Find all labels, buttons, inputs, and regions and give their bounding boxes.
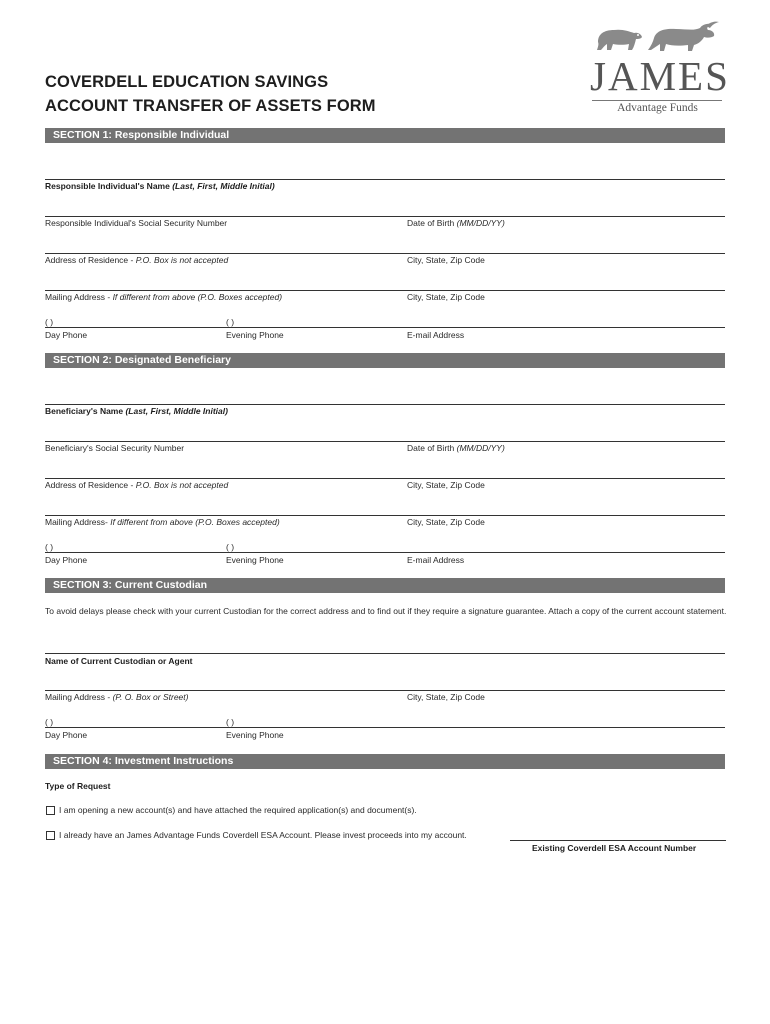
- s4-new-account-checkbox[interactable]: [46, 806, 55, 815]
- s4-type-label: Type of Request: [45, 781, 111, 791]
- s3-mailing-label: Mailing Address - (P. O. Box or Street): [45, 692, 189, 702]
- s2-city-label: City, State, Zip Code: [407, 480, 485, 490]
- s1-mailing-hint: If different from above (P.O. Boxes accepted): [112, 292, 283, 302]
- s1-mailing-city-label: City, State, Zip Code: [407, 292, 485, 302]
- s2-dob-label: Date of Birth (MM/DD/YY): [407, 443, 505, 453]
- s2-name-line[interactable]: [45, 404, 725, 405]
- s2-address-line[interactable]: [45, 478, 725, 479]
- s2-mailing-hint: If different from above (P.O. Boxes accepted): [110, 517, 280, 527]
- s1-day-phone-paren: ( ): [45, 317, 54, 327]
- s1-email-label: E-mail Address: [407, 330, 465, 340]
- s4-account-number-label: Existing Coverdell ESA Account Number: [532, 843, 697, 853]
- s1-name-label: Responsible Individual's Name (Last, First, Middle Initial): [45, 181, 275, 191]
- s2-mailing-label: Mailing Address- If different from above (P.O. Boxes accepted): [45, 517, 280, 527]
- form-title: [45, 70, 465, 118]
- s1-ssn-line[interactable]: [45, 216, 725, 217]
- s3-phone-line[interactable]: [45, 727, 725, 728]
- s1-address-line[interactable]: [45, 253, 725, 254]
- s2-ssn-label: Beneficiary's Social Security Number: [45, 443, 185, 453]
- s1-dob-label: Date of Birth (MM/DD/YY): [407, 218, 505, 228]
- s1-evening-phone-label: Evening Phone: [226, 330, 284, 340]
- s2-day-phone-paren: ( ): [45, 542, 54, 552]
- logo-brand: JAMES: [590, 53, 730, 99]
- s3-evening-phone-label: Evening Phone: [226, 730, 284, 740]
- s1-dob-hint: (MM/DD/YY): [456, 218, 505, 228]
- bear-bull-icon: [594, 20, 720, 52]
- s3-evening-phone-paren: ( ): [226, 717, 235, 727]
- s1-mailing-line[interactable]: [45, 290, 725, 291]
- s1-name-line[interactable]: [45, 179, 725, 180]
- s2-mailing-city-label: City, State, Zip Code: [407, 517, 485, 527]
- s1-name-hint: (Last, First, Middle Initial): [172, 181, 275, 191]
- s2-evening-phone-paren: ( ): [226, 542, 235, 552]
- s2-name-hint: (Last, First, Middle Initial): [125, 406, 228, 416]
- s4-existing-account-checkbox[interactable]: [46, 831, 55, 840]
- s1-city-label: City, State, Zip Code: [407, 255, 485, 265]
- s1-day-phone-label: Day Phone: [45, 330, 88, 340]
- james-logo: [590, 20, 730, 120]
- s4-new-account-label: I am opening a new account(s) and have attached the required application(s) and document(s).: [59, 805, 417, 815]
- section4-header: SECTION 4: Investment Instructions: [45, 754, 725, 769]
- logo-divider: [592, 100, 722, 101]
- s4-existing-account-label: I already have an James Advantage Funds Coverdell ESA Account. Please invest proceeds into my account.: [59, 830, 467, 840]
- s2-day-phone-label: Day Phone: [45, 555, 88, 565]
- s3-mailing-hint: (P. O. Box or Street): [112, 692, 189, 702]
- form-title-line2: ACCOUNT TRANSFER OF ASSETS FORM: [45, 97, 376, 115]
- section2-header: SECTION 2: Designated Beneficiary: [45, 353, 725, 368]
- s2-name-label: Beneficiary's Name (Last, First, Middle Initial): [45, 406, 228, 416]
- s1-mailing-label: Mailing Address - If different from above (P.O. Boxes accepted): [45, 292, 283, 302]
- s2-ssn-line[interactable]: [45, 441, 725, 442]
- form-title-line1: COVERDELL EDUCATION SAVINGS: [45, 73, 329, 91]
- s1-address-hint: P.O. Box is not accepted: [135, 255, 229, 265]
- s3-instructions: To avoid delays please check with your current Custodian for the correct address and to find out if they require a signature guarantee. Attach a copy of the current account statement.: [45, 606, 727, 616]
- s3-day-phone-paren: ( ): [45, 717, 54, 727]
- section3-header: SECTION 3: Current Custodian: [45, 578, 725, 593]
- s2-address-label: Address of Residence - P.O. Box is not accepted: [45, 480, 229, 490]
- s3-day-phone-label: Day Phone: [45, 730, 88, 740]
- s1-address-label: Address of Residence - P.O. Box is not accepted: [45, 255, 229, 265]
- s2-email-label: E-mail Address: [407, 555, 465, 565]
- s3-custodian-label: Name of Current Custodian or Agent: [45, 656, 193, 666]
- s3-city-label: City, State, Zip Code: [407, 692, 485, 702]
- s1-phone-line[interactable]: [45, 327, 725, 328]
- s1-ssn-label: Responsible Individual's Social Security Number: [45, 218, 228, 228]
- s4-account-number-line[interactable]: [510, 840, 726, 841]
- s1-evening-phone-paren: ( ): [226, 317, 235, 327]
- s2-evening-phone-label: Evening Phone: [226, 555, 284, 565]
- s2-phone-line[interactable]: [45, 552, 725, 553]
- logo-subtitle: Advantage Funds: [617, 102, 698, 114]
- s2-address-hint: P.O. Box is not accepted: [135, 480, 229, 490]
- s2-mailing-line[interactable]: [45, 515, 725, 516]
- section1-header: SECTION 1: Responsible Individual: [45, 128, 725, 143]
- s3-custodian-line[interactable]: [45, 653, 725, 654]
- s3-mailing-line[interactable]: [45, 690, 725, 691]
- s2-dob-hint: (MM/DD/YY): [456, 443, 505, 453]
